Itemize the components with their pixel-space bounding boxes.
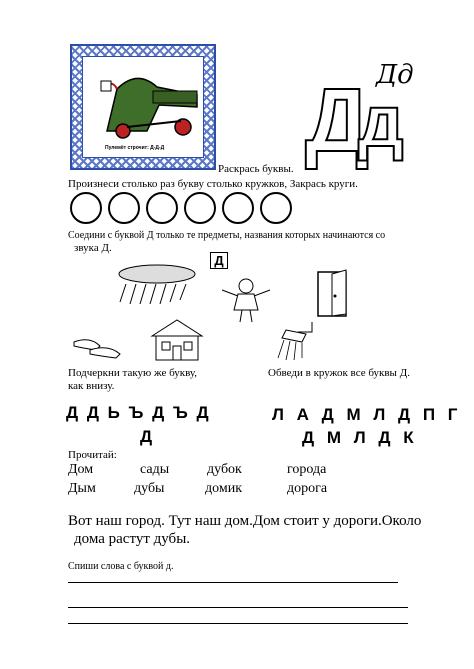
shower-icon [272,318,324,362]
word-duby: дубы [134,481,165,496]
rain-cloud-icon [116,262,198,306]
house-icon [146,316,208,362]
word-dym: Дым [68,481,96,496]
circle-1[interactable] [70,192,102,224]
script-letter: Дд [376,60,414,90]
big-letter-lowercase: д [358,82,404,162]
word-dubok: дубок [207,462,242,477]
word-domik: домик [205,481,243,496]
word-goroda: города [287,462,327,477]
circle-3[interactable] [146,192,178,224]
picture-caption: Пулемёт строчит: Д-Д-Д [105,145,165,151]
letters-row1: Л А Д М Л Д П Г [272,405,462,424]
letter-variants-row1: Д Д Ь Ъ Д Ъ Д [66,403,211,422]
big-letter-uppercase: Д [305,71,370,171]
boxed-letter: Д [210,252,228,269]
writing-line-2[interactable] [68,607,408,608]
task-circles: Произнеси столько раз букву столько кружков, Закрась круги. [68,178,358,190]
writing-line-1[interactable] [68,582,398,583]
task-underline-line2: как внизу. [68,380,115,392]
task-circle-all: Обведи в кружок все буквы Д. [268,367,410,379]
word-dom: Дом [68,462,94,477]
circle-2[interactable] [108,192,140,224]
task-connect-line2: звука Д. [74,242,112,254]
girl-icon [218,276,274,324]
circle-6[interactable] [260,192,292,224]
door-icon [312,268,352,320]
letters-row2: Д М Л Д К [302,428,418,447]
task-underline-line1: Подчеркни такую же букву, [68,367,198,379]
task-connect-line1: Соедини с буквой Д только те предметы, названия которых начинаются со [68,230,386,241]
circles-row [70,192,292,224]
picture-card [70,44,216,170]
circle-5[interactable] [222,192,254,224]
word-doroga: дорога [287,481,328,496]
shoes-icon [70,332,134,360]
letter-variants-row2: Д [140,427,156,446]
task-copy-words: Спиши слова с буквой д. [68,561,174,572]
story-line1: Вот наш город. Тут наш дом.Дом стоит у дороги.Около [68,513,422,529]
word-sady: сады [140,462,170,477]
circle-4[interactable] [184,192,216,224]
cannon-illustration [87,61,205,141]
task-read: Прочитай: [68,449,117,461]
picture-card-inner [82,56,204,158]
story-line2: дома растут дубы. [74,531,191,547]
writing-line-3[interactable] [68,623,408,624]
task-color-letters: Раскрась буквы. [218,163,294,175]
